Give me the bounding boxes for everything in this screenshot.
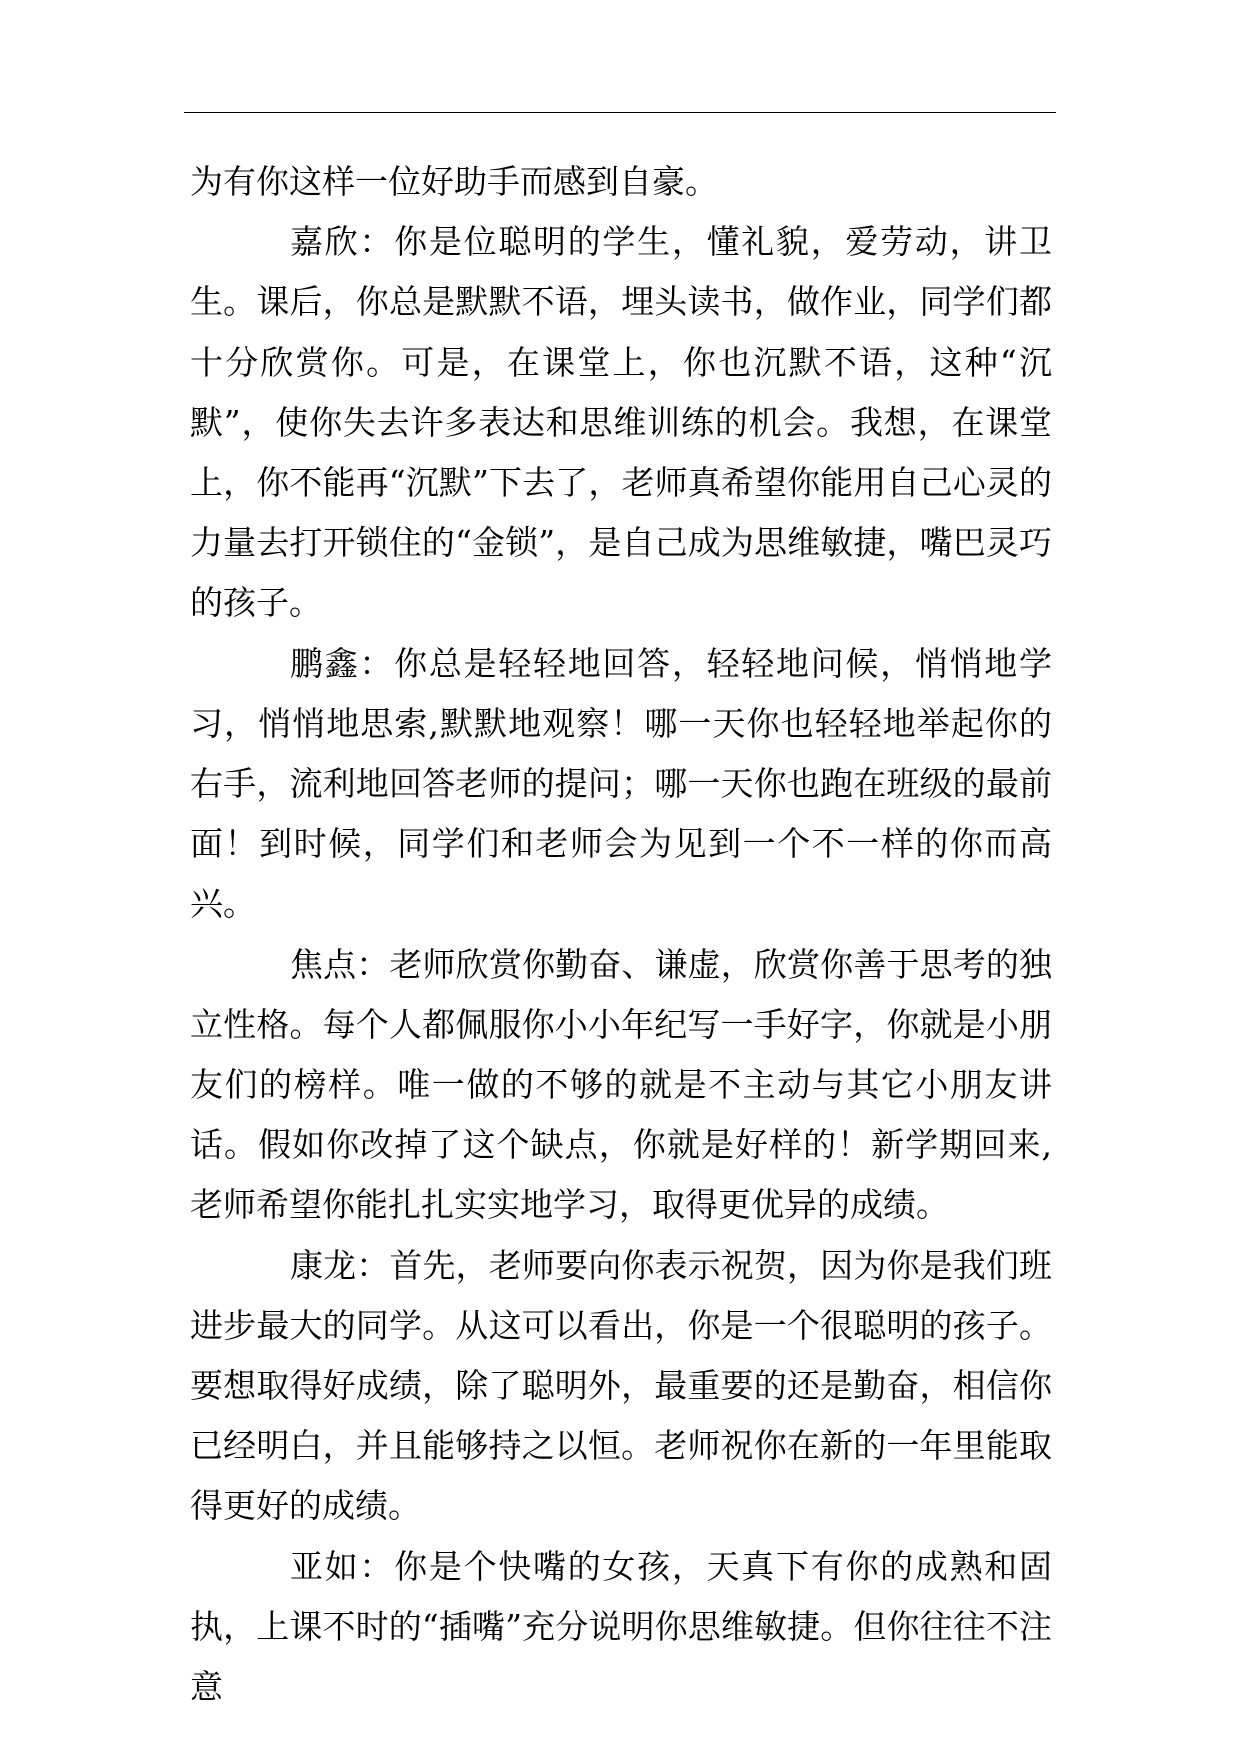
paragraph-continuation: 为有你这样一位好助手而感到自豪。 <box>190 162 718 201</box>
paragraph-yaru: 亚如：你是个快嘴的女孩，天真下有你的成熟和固执，上课不时的“插嘴”充分说明你思维敏捷。但你往往不注意 <box>190 1546 1052 1707</box>
header-rule <box>184 112 1056 113</box>
paragraph-kanglong: 康龙：首先，老师要向你表示祝贺，因为你是我们班进步最大的同学。从这可以看出，你是一个很聪明的孩子。要想取得好成绩，除了聪明外，最重要的还是勤奋，相信你已经明白，并且能够持之以恒。老师祝你在新的一年里能取得更好的成绩。 <box>190 1245 1052 1526</box>
paragraph-pengxin: 鹏鑫：你总是轻轻地回答，轻轻地问候，悄悄地学习，悄悄地思索,默默地观察！哪一天你也轻轻地举起你的右手，流利地回答老师的提问；哪一天你也跑在班级的最前面！到时候，同学们和老师会为见到一个不一样的你而高兴。 <box>190 643 1052 924</box>
paragraph-jiaxin: 嘉欣：你是位聪明的学生，懂礼貌，爱劳动，讲卫生。课后，你总是默默不语，埋头读书，做作业，同学们都十分欣赏你。可是，在课堂上，你也沉默不语，这种“沉默”，使你失去许多表达和思维训练的机会。我想，在课堂上，你不能再“沉默”下去了，老师真希望你能用自己心灵的力量去打开锁住的“金锁”，是自己成为思维敏捷，嘴巴灵巧的孩子。 <box>190 222 1052 623</box>
body-text <box>190 152 1052 1717</box>
paragraph-jiaodian: 焦点：老师欣赏你勤奋、谦虚，欣赏你善于思考的独立性格。每个人都佩服你小小年纪写一手好字，你就是小朋友们的榜样。唯一做的不够的就是不主动与其它小朋友讲话。假如你改掉了这个缺点，你就是好样的！新学期回来,老师希望你能扎扎实实地学习，取得更优异的成绩。 <box>190 944 1052 1225</box>
